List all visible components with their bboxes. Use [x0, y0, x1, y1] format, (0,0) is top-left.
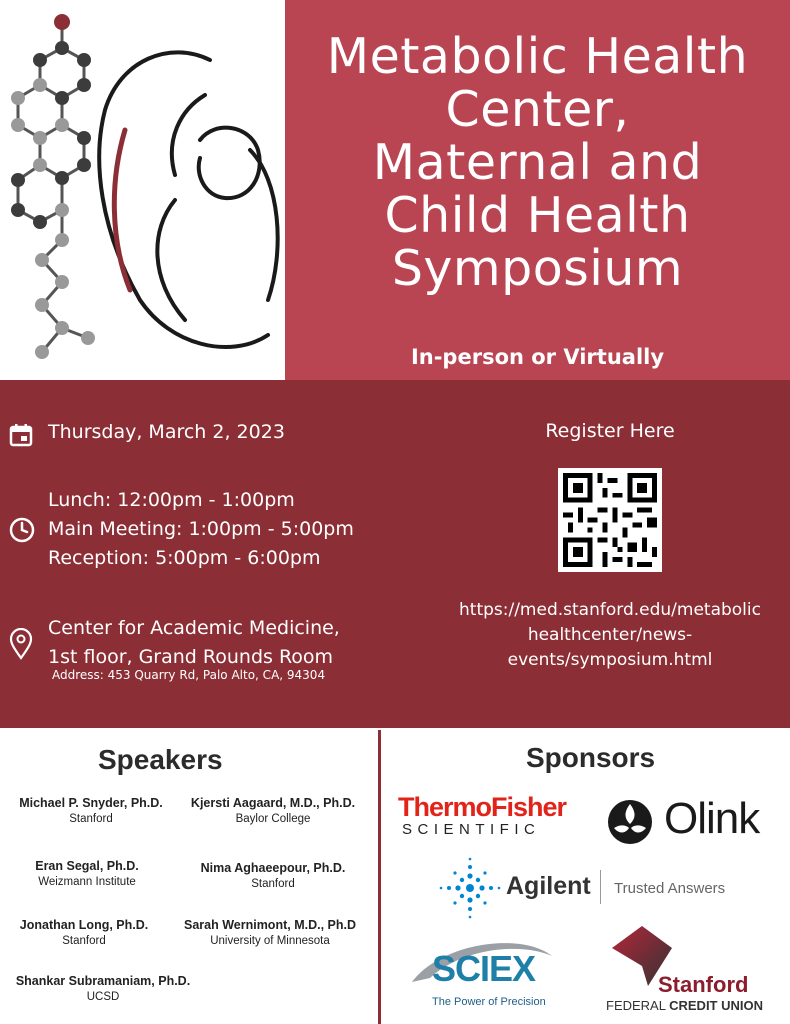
registration-qr-code[interactable] — [558, 468, 662, 572]
stanford-fcu-credit-union: CREDIT UNION — [669, 998, 763, 1013]
clock-icon — [8, 516, 36, 544]
olink-name: Olink — [664, 794, 760, 843]
speaker-affiliation: Baylor College — [235, 813, 311, 825]
url-line[interactable]: events/symposium.html — [507, 650, 713, 670]
speaker-affiliation: Stanford — [62, 935, 106, 947]
stanford-fcu-name: Stanford — [658, 972, 749, 997]
title-line: Symposium — [391, 240, 684, 297]
stanford-fcu-logo — [606, 926, 780, 1016]
speaker-affiliation: UCSD — [86, 991, 120, 1003]
stanford-fcu-subname — [606, 998, 763, 1013]
speaker-affiliation: University of Minnesota — [210, 935, 330, 947]
speaker-card — [0, 859, 177, 888]
agilent-spark-icon — [438, 856, 502, 920]
street-address: Address: 453 Quarry Rd, Palo Alto, CA, 94304 — [52, 668, 326, 682]
schedule-lunch: Lunch: 12:00pm - 1:00pm — [48, 489, 295, 511]
agilent-logo — [438, 856, 778, 920]
speakers-heading: Speakers — [98, 744, 223, 775]
schedule-reception: Reception: 5:00pm - 6:00pm — [48, 547, 321, 569]
location-line: Center for Academic Medicine, — [48, 617, 340, 639]
speakers-section — [0, 728, 378, 1024]
registration-url[interactable] — [455, 598, 765, 673]
agilent-divider — [600, 870, 601, 904]
sciex-tagline: The Power of Precision — [432, 996, 546, 1008]
title-line: Child Health — [384, 187, 691, 244]
speaker-card — [180, 918, 360, 947]
olink-mark-icon — [606, 798, 654, 846]
event-date: Thursday, March 2, 2023 — [48, 421, 285, 443]
calendar-icon — [8, 422, 34, 448]
header-section — [0, 0, 790, 380]
speaker-card — [1, 796, 181, 825]
sciex-name: SCIEX — [432, 948, 536, 989]
speaker-name: Shankar Subramaniam, Ph.D. — [15, 974, 191, 988]
thermofisher-name: ThermoFisher — [398, 792, 567, 822]
schedule-main-meeting: Main Meeting: 1:00pm - 5:00pm — [48, 518, 354, 540]
speaker-affiliation: Weizmann Institute — [38, 876, 136, 888]
molecule-mother-child-artwork — [0, 0, 285, 380]
speaker-name: Kjersti Aagaard, M.D., Ph.D. — [190, 796, 356, 810]
speaker-affiliation: Stanford — [251, 878, 295, 890]
register-label: Register Here — [545, 420, 675, 442]
speaker-name: Nima Aghaeepour, Ph.D. — [200, 861, 346, 875]
speaker-card — [183, 796, 363, 825]
event-info-section — [0, 380, 790, 728]
title-line: Center, — [445, 81, 630, 138]
url-line[interactable]: healthcenter/news- — [527, 625, 693, 645]
speaker-name: Eran Segal, Ph.D. — [35, 859, 139, 873]
thermofisher-logo — [398, 792, 566, 838]
speaker-card — [183, 861, 363, 890]
sciex-logo — [402, 934, 562, 1014]
speaker-name: Sarah Wernimont, M.D., Ph.D — [183, 918, 356, 932]
event-title — [285, 30, 790, 295]
sponsors-heading: Sponsors — [526, 742, 656, 773]
url-line[interactable]: https://med.stanford.edu/metabolic — [459, 600, 761, 620]
stanford-fcu-federal: FEDERAL — [606, 998, 666, 1013]
title-panel — [285, 0, 790, 380]
section-divider — [378, 730, 381, 1024]
speaker-name: Jonathan Long, Ph.D. — [19, 918, 149, 932]
speaker-card — [0, 918, 174, 947]
title-line: Metabolic Health — [326, 28, 749, 85]
speaker-name: Michael P. Snyder, Ph.D. — [19, 796, 163, 810]
agilent-tagline: Trusted Answers — [614, 880, 726, 897]
thermofisher-subname: SCIENTIFIC — [402, 821, 541, 838]
title-line: Maternal and — [372, 134, 703, 191]
location-pin-icon — [8, 628, 34, 660]
agilent-name: Agilent — [506, 872, 591, 900]
attendance-subtitle: In-person or Virtually — [410, 345, 665, 369]
speaker-card — [13, 974, 193, 1003]
location-line: 1st floor, Grand Rounds Room — [48, 646, 334, 668]
speaker-affiliation: Stanford — [69, 813, 113, 825]
sponsors-section — [382, 728, 790, 1024]
